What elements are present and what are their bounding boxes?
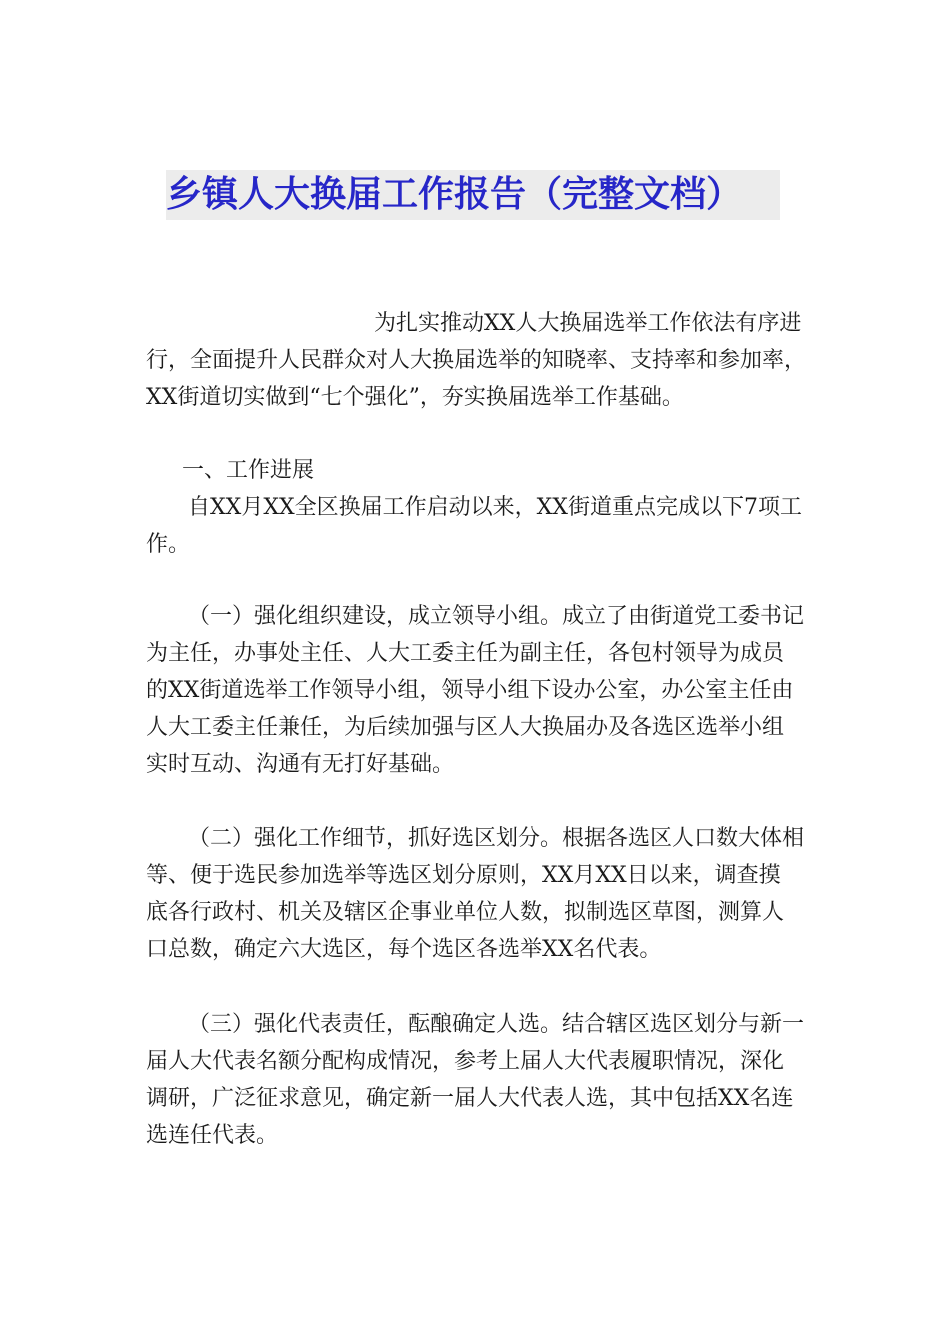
item2-paragraph bbox=[146, 820, 816, 968]
item3-paragraph bbox=[146, 1006, 816, 1154]
section-heading bbox=[146, 452, 816, 489]
section-heading-text: 一、工作进展 bbox=[182, 458, 315, 483]
item1-paragraph bbox=[146, 598, 816, 783]
paragraph-line: 为主任，办事处主任、人大工委主任为副主任，各包村领导为成员 bbox=[146, 641, 785, 666]
paragraph-line: 底各行政村、机关及辖区企事业单位人数，拟制选区草图，测算人 bbox=[146, 900, 785, 925]
intro-line: XX街道切实做到“七个强化”，夯实换届选举工作基础。 bbox=[146, 385, 684, 410]
paragraph-line: （一）强化组织建设，成立领导小组。成立了由街道党工委书记 bbox=[188, 604, 805, 629]
paragraph-line: 选连任代表。 bbox=[146, 1123, 279, 1148]
section1-paragraph bbox=[146, 489, 816, 563]
paragraph-line: 实时互动、沟通有无打好基础。 bbox=[146, 752, 455, 777]
title-highlight bbox=[166, 170, 780, 220]
paragraph-line: 人大工委主任兼任，为后续加强与区人大换届办及各选区选举小组 bbox=[146, 715, 785, 740]
intro-line: 为扎实推动XX人大换届选举工作依法有序进 bbox=[374, 311, 802, 336]
paragraph-line: 作。 bbox=[146, 532, 191, 557]
paragraph-line: 口总数，确定六大选区，每个选区各选举XX名代表。 bbox=[146, 937, 662, 962]
intro-line: 行，全面提升人民群众对人大换届选举的知晓率、支持率和参加率， bbox=[146, 348, 807, 373]
paragraph-line: （三）强化代表责任，酝酿确定人选。结合辖区选区划分与新一 bbox=[188, 1012, 805, 1037]
paragraph-line: 届人大代表名额分配构成情况，参考上届人大代表履职情况，深化 bbox=[146, 1049, 785, 1074]
paragraph-line: 自XX月XX全区换届工作启动以来，XX街道重点完成以下7项工 bbox=[188, 495, 802, 520]
document-title: 乡镇人大换届工作报告（完整文档） bbox=[166, 174, 743, 215]
paragraph-line: 的XX街道选举工作领导小组，领导小组下设办公室，办公室主任由 bbox=[146, 678, 794, 703]
paragraph-line: （二）强化工作细节，抓好选区划分。根据各选区人口数大体相 bbox=[188, 826, 805, 851]
paragraph-line: 调研，广泛征求意见，确定新一届人大代表人选，其中包括XX名连 bbox=[146, 1086, 794, 1111]
intro-paragraph bbox=[146, 305, 816, 416]
paragraph-line: 等、便于选民参加选举等选区划分原则，XX月XX日以来，调查摸 bbox=[146, 863, 781, 888]
